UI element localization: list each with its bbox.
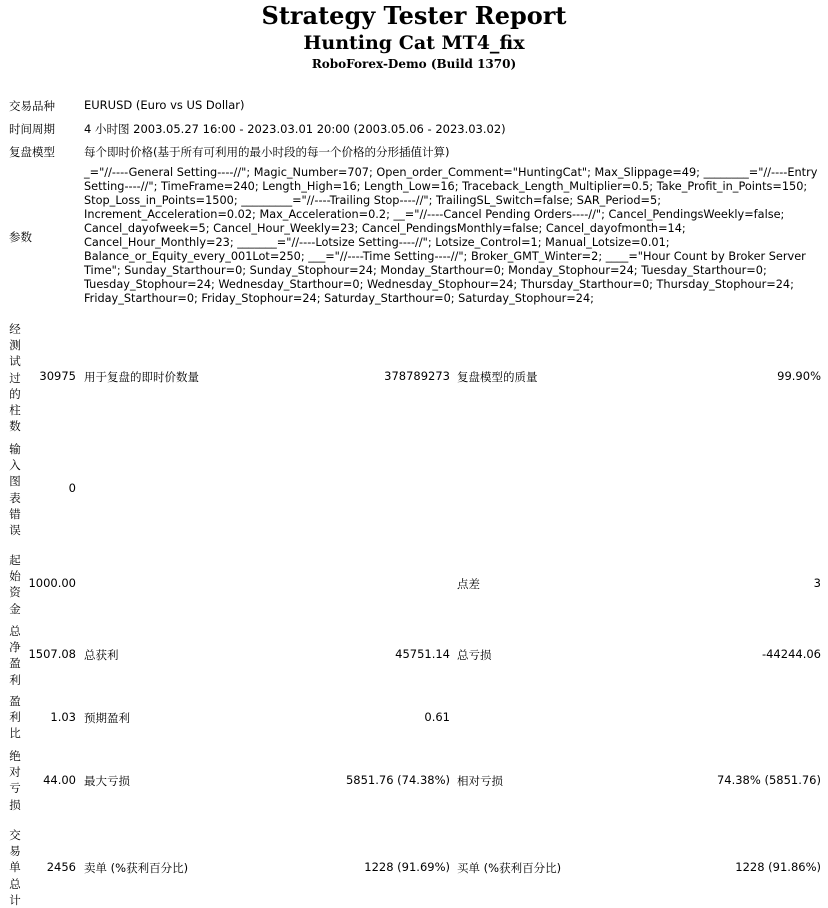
net-profit-label: 总净盈利: [9, 624, 21, 687]
max-drawdown-label: 最大亏损: [84, 774, 130, 788]
short-positions-value: 1228 (91.69%): [364, 860, 450, 874]
profit-factor-label: 盈利比: [9, 694, 21, 741]
params-value: _="//----General Setting----//"; Magic_Number=707; Open_order_Comment="HuntingCat"; Max_Slippage=49; ________="//----Entry Setting----//"; TimeFrame=240; Length_High=16; Length_Low=16; Traceback_Length_Multiplier=0.5; Take_Profit_in_Points=150; Stop_Loss_in_Points=1500; _________="//----Trailing Stop----//"; TrailingSL_Switch=false; SAR_Period=5; Increment_Acceleration=0.02; Max_Acceleration=0.2; __="//----Cancel Pending Orders----//"; Cancel_PendingsWeekly=false; Cancel_dayofweek=5; Cancel_Hour_Weekly=23; Cancel_PendingsMonthly=false; Cancel_dayofmonth=14; Cancel_Hour_Monthly=23; _______="//----Lotsize Setting----//"; Lotsize_Control=1; Manual_Lotsize=0.01; Balance_or_Equity_every_001Lot=250; ___="//----Time Setting----//"; Broker_GMT_Winter=2; ____="Hour Count by Broker Server Time"; Sunday_Starthour=0; Sunday_Stophour=24; Monday_Starthour=0; Monday_Stophour=24; Tuesday_Starthour=0; Tuesday_Stophour=24; Wednesday_Starthour=0; Wednesday_Stophour=24; Thursday_Starthour=0; Thursday_Stophour=24; Friday_Starthour=0; Friday_Stophour=24; Saturday_Starthour=0; Saturday_Stophour=24;: [84, 166, 818, 305]
params-label: 参数: [9, 230, 32, 244]
gross-loss-value: -44244.06: [761, 647, 821, 661]
period-label: 时间周期: [9, 122, 55, 136]
period-value: 4 小时图 2003.05.27 16:00 - 2023.03.01 20:00 (2003.05.06 - 2023.03.02): [84, 122, 506, 136]
relative-drawdown-label: 相对亏损: [457, 774, 503, 788]
total-trades-value: 2456: [46, 860, 76, 874]
quality-label: 复盘模型的质量: [457, 370, 538, 384]
errors-label: 输入图表错误: [9, 442, 21, 538]
ticks-label: 用于复盘的即时价数量: [84, 370, 199, 384]
long-positions-value: 1228 (91.86%): [735, 860, 821, 874]
profit-factor-value: 1.03: [50, 710, 76, 724]
server-name: RoboForex-Demo (Build 1370): [311, 57, 517, 71]
spread-value: 3: [813, 576, 821, 590]
errors-value: 0: [68, 481, 76, 495]
gross-loss-label: 总亏损: [457, 648, 492, 662]
relative-drawdown-value: 74.38% (5851.76): [716, 773, 821, 787]
total-trades-label: 交易单总计: [9, 828, 21, 907]
symbol-label: 交易品种: [9, 99, 55, 113]
spread-label: 点差: [457, 577, 480, 591]
absolute-drawdown-value: 44.00: [43, 773, 76, 787]
short-positions-label: 卖单 (%获利百分比): [84, 861, 189, 875]
quality-value: 99.90%: [777, 369, 821, 383]
bars-label: 经测试过的柱数: [9, 322, 21, 434]
long-positions-label: 买单 (%获利百分比): [457, 861, 562, 875]
model-label: 复盘模型: [9, 145, 55, 159]
deposit-label: 起始资金: [9, 553, 21, 616]
expected-payoff-value: 0.61: [424, 710, 450, 724]
ticks-value: 378789273: [384, 369, 450, 383]
deposit-value: 1000.00: [28, 576, 76, 590]
max-drawdown-value: 5851.76 (74.38%): [345, 773, 450, 787]
bars-value: 30975: [39, 369, 76, 383]
expected-payoff-label: 预期盈利: [84, 711, 130, 725]
absolute-drawdown-label: 绝对亏损: [9, 749, 21, 812]
ea-name: Hunting Cat MT4_fix: [303, 32, 525, 54]
gross-profit-value: 45751.14: [395, 647, 450, 661]
symbol-value: EURUSD (Euro vs US Dollar): [84, 98, 245, 112]
net-profit-value: 1507.08: [28, 647, 76, 661]
gross-profit-label: 总获利: [84, 648, 119, 662]
model-value: 每个即时价格(基于所有可利用的最小时段的每一个价格的分形插值计算): [84, 145, 450, 159]
report-title: Strategy Tester Report: [261, 1, 567, 30]
